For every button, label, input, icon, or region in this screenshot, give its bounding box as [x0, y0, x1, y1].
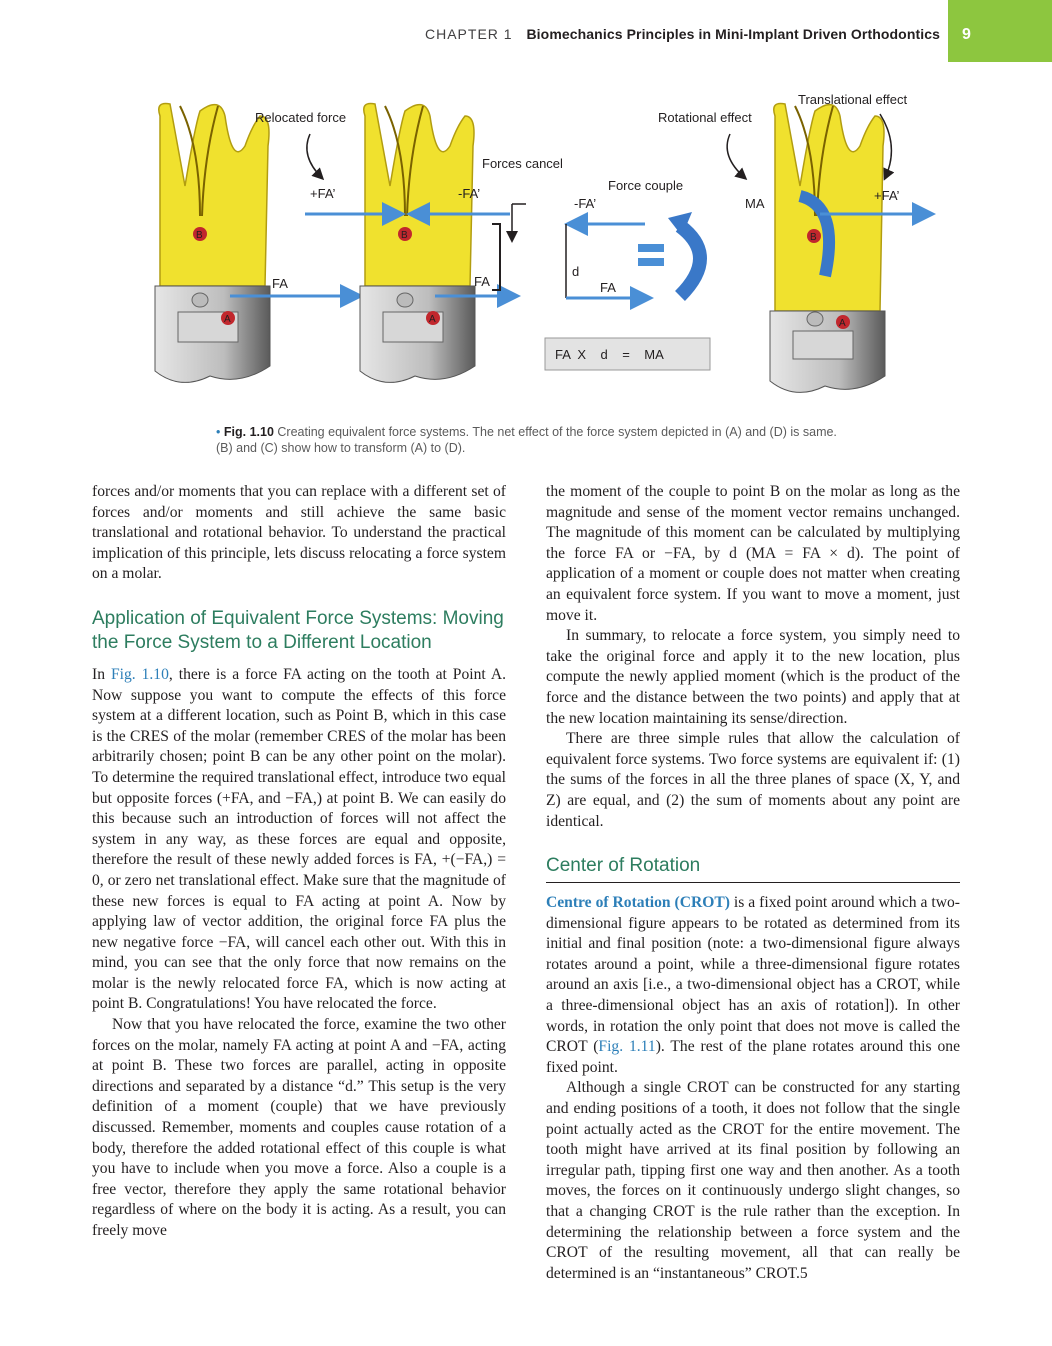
caption-label: Fig. 1.10	[223, 425, 274, 439]
forces-cancel-label: Forces cancel	[482, 156, 563, 171]
page-header	[0, 0, 1052, 66]
relocated-force-label: Relocated force	[255, 110, 347, 125]
point-b-label-2: B	[401, 230, 408, 241]
page-number-tab	[948, 0, 1052, 62]
right-p4-start: is a fixed point around which a two-dimensional figure appears to be rotated as determined from its initial and final position (note: a two-dimensional figure always rotates around a point, while a three-dimensional figure rotates around an axis [i.e., a two-dimensional object has a CROT, while a three-dimensional object has an axis of rotation]). In other words, in rotation the only point that does not move is called the CROT (	[546, 894, 960, 1056]
point-b-label: B	[196, 230, 203, 241]
plus-fa-prime-label: +FA’	[310, 186, 336, 201]
fa-label: FA	[272, 276, 288, 291]
right-p4-rest: ). The rest of the plane rotates around this one fixed point.	[546, 1038, 960, 1076]
left-column	[92, 482, 506, 1242]
minus-fa-prime-label: -FA’	[458, 186, 481, 201]
page-number: 9	[962, 26, 971, 43]
right-paragraph-2: In summary, to relocate a force system, you simply need to take the original force and apply it to the new location, plus compute the newly applied moment (which is the product of the force and the distance between the two points) and apply that at the new location maintaining its sense/direction.	[546, 627, 960, 727]
point-a-label-4: A	[839, 318, 846, 329]
section-heading-center-of-rotation: Center of Rotation	[546, 854, 960, 883]
couple-moment-arc	[680, 226, 700, 296]
left-paragraph-2	[92, 665, 506, 1015]
formula-text: FA X d = MA	[555, 347, 664, 362]
chapter-label: CHAPTER 1	[425, 26, 513, 42]
minus-fa-prime-couple-label: -FA’	[574, 196, 597, 211]
section-heading-equivalent-force: Application of Equivalent Force Systems: Moving the Force System to a Different Location	[92, 607, 504, 653]
fig-1-10-link[interactable]: Fig. 1.10	[110, 665, 169, 683]
right-column	[546, 482, 960, 1284]
caption-bullet: •	[216, 425, 221, 439]
right-paragraph-4	[546, 893, 960, 1078]
force-couple-label: Force couple	[608, 178, 684, 193]
left-paragraph-1: forces and/or moments that you can replace with a different set of forces and/or moments and still achieve the same basic translational and rotational behavior. To understand the practical implication of this principle, lets discuss relocating a force system on a molar.	[92, 483, 506, 583]
running-head	[425, 26, 940, 42]
centre-of-rotation-term: Centre of Rotation (CROT)	[546, 894, 730, 912]
plus-fa-prime-label-4: +FA’	[874, 188, 900, 203]
fig-1-11-link[interactable]: Fig. 1.11	[598, 1038, 656, 1056]
right-paragraph-5: Although a single CROT can be constructed for any starting and ending positions of a tooth, it does not follow that the single point actually acted as the CROT for the entire movement. The tooth might have arrived at its final position by following an irregular path, tipping first one way and then another. As a tooth moves, the forces on it continuously undergo slight changes, so that a changing CROT is the rule rather than the exception. In determining the relationship between a force system and the CROT of the resulting movement, all that can really be determined is an “instantaneous” CROT.5	[546, 1079, 960, 1282]
molar-b	[305, 104, 515, 383]
fa-label-2: FA	[474, 274, 490, 289]
rotational-effect-label: Rotational effect	[658, 110, 752, 125]
chapter-title: Biomechanics Principles in Mini-Implant Driven Orthodontics	[526, 26, 940, 42]
fa-couple-label: FA	[600, 280, 616, 295]
molar-d	[745, 104, 930, 393]
left-paragraph-3: Now that you have relocated the force, examine the two other forces on the molar, namely FA acting at point A and −FA, acting at point B. These two forces are parallel, acting in opposite directions and separated by a distance “d.” This setup is the very definition of a moment (couple) that we have previously discussed. Remember, moments and couples cause rotation of a body, therefore the added rotational effect of this couple is what you have to include when you move a force. Also a couple is a free vector, therefore they apply the same rotational behavior regardless of where on the body it is acting. As a result, you can freely move	[92, 1016, 506, 1239]
point-b-label-4: B	[810, 232, 817, 243]
figure-caption	[216, 424, 856, 456]
ma-label: MA	[745, 196, 765, 211]
right-paragraph-1: the moment of the couple to point B on the molar as long as the magnitude and sense of the moment vector remains unchanged. The magnitude of this moment can be calculated by multiplying the force FA or −FA, by d (MA = FA × d). The point of application of a moment or couple does not matter when creating an equivalent force system. If you want to move a moment, just move it.	[546, 483, 960, 624]
left-p2-start: In	[92, 665, 111, 683]
figure-1-10	[100, 86, 960, 416]
point-a-label: A	[224, 314, 231, 325]
molar-a	[155, 104, 358, 383]
force-system-diagram	[100, 86, 960, 416]
distance-d-label: d	[572, 264, 580, 279]
point-a-label-2: A	[429, 314, 436, 325]
caption-text: Creating equivalent force systems. The net effect of the force system depicted in (A) and (D) is same. (B) and (C) show how to transform (A) to (D).	[216, 425, 837, 455]
left-p2-rest: , there is a force FA acting on the tooth at Point A. Now suppose you want to compute the effects of this force system at a different location, such as Point B, which in this case is the CRES of the molar (remember CRES of the molar has been arbitrarily chosen; point B can be any other point on the molar). To determine the required translational effect, introduce two equal but opposite forces (+FA, and −FA,) at point B. We can easily do this because such an introduction of forces will not affect the system in any way, as these forces are equal and opposite, therefore the result of these newly added forces is FA, +(−FA,) = 0, or zero net translational effect. Make sure that the magnitude of these new forces is equal to FA acting at point A. Now by applying law of vector addition, the original force FA plus the new negative force −FA, will cancel each other out. With this in mind, you can see that the only force that now remains on the molar is the newly relocated force FA, which is now acting at point B. Congratulations! You have relocated the force.	[92, 665, 506, 1013]
translational-effect-label: Translational effect	[798, 92, 908, 107]
right-paragraph-3: There are three simple rules that allow the calculation of equivalent force systems. Two force systems are equivalent if: (1) the sums of the forces in all the three planes of space (X, Y, and Z) are equal, and (2) the sum of moments about any point are identical.	[546, 730, 960, 830]
